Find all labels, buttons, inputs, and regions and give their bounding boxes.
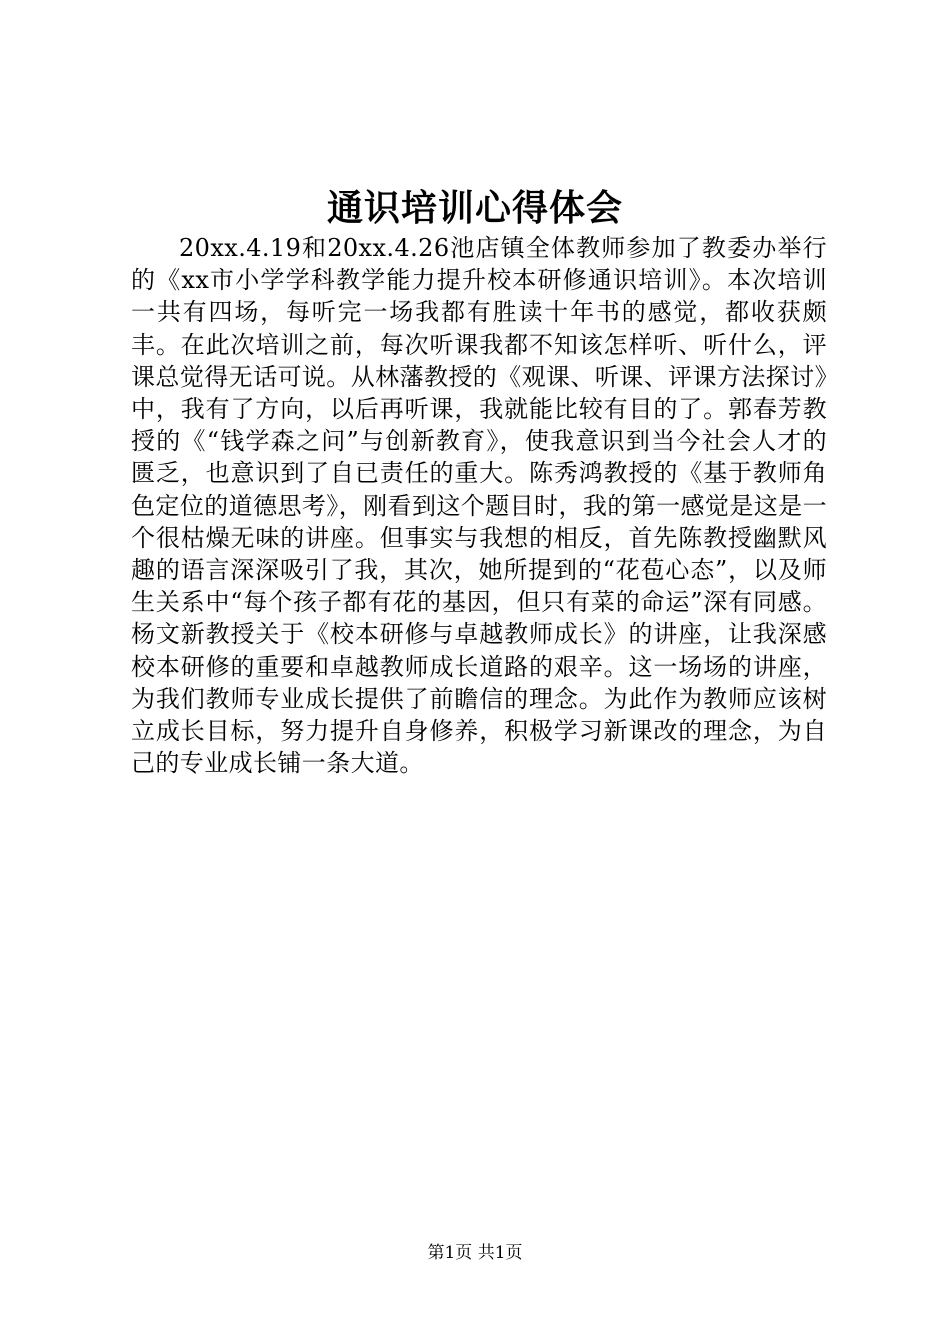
document-title: 通识培训心得体会 <box>326 187 623 229</box>
page-footer: 第1页 共1页 <box>427 1243 523 1263</box>
document-body-paragraph: 20xx.4.19和20xx.4.26池店镇全体教师参加了教委办举行的《xx市小学学科教学能力提升校本研修通识培训》。本次培训一共有四场，每听完一场我都有胜读十年书的感觉，都收获颇丰。在此次培训之前，每次听课我都不知该怎样听、听什么，评课总觉得无话可说。从林藩教授的《观课、听课、评课方法探讨》中，我有了方向，以后再听课，我就能比较有目的了。郭春芳教授的《“钱学森之问”与创新教育》，使我意识到当今社会人才的匮乏，也意识到了自已责任的重大。陈秀鸿教授的《基于教师角色定位的道德思考》，刚看到这个题目时，我的第一感觉是这是一个很枯燥无味的讲座。但事实与我想的相反，首先陈教授幽默风趣的语言深深吸引了我，其次，她所提到的“花苞心态”，以及师生关系中“每个孩子都有花的基因，但只有菜的命运”深有同感。杨文新教授关于《校本研修与卓越教师成长》的讲座，让我深感校本研修的重要和卓越教师成长道路的艰辛。这一场场的讲座，为我们教师专业成长提供了前瞻信的理念。为此作为教师应该树立成长目标，努力提升自身修养，积极学习新课改的理念，为自己的专业成长铺一条大道。 <box>131 234 827 778</box>
